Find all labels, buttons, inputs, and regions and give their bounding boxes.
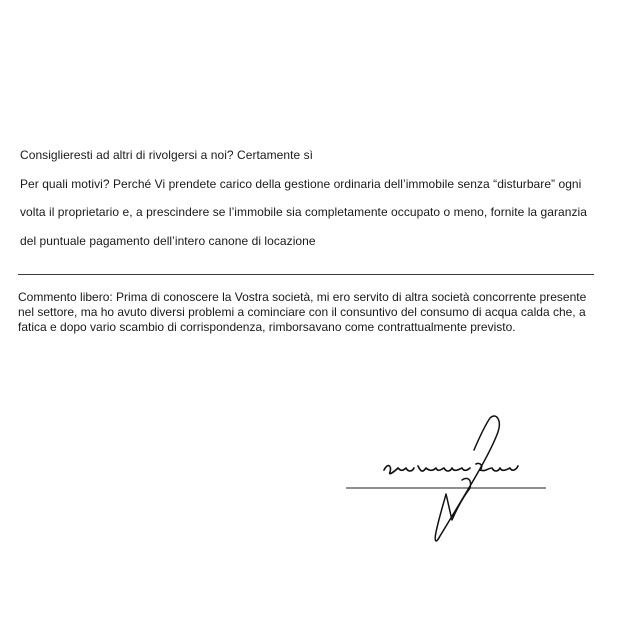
comment-line-3: fatica e dopo vario scambio di corrispondenza, rimborsavano come contrattualmente previsto. xyxy=(18,320,516,334)
comment-line-2: nel settore, ma ho avuto diversi problemi a cominciare con il consuntivo del consumo di acqua calda che, a xyxy=(18,305,586,319)
signature-name-scrawl xyxy=(384,463,518,473)
recommend-question: Consiglieresti ad altri di rivolgersi a noi? Certamente sì xyxy=(20,148,314,162)
free-comment xyxy=(18,290,608,335)
signature-graphic xyxy=(340,410,570,560)
section-divider xyxy=(18,274,594,275)
reasons-line-3: del puntuale pagamento dell’intero canone di locazione xyxy=(20,234,316,248)
comment-line-1: Commento libero: Prima di conoscere la Vostra società, mi ero servito di altra società concorrente presente xyxy=(18,290,587,304)
reasons-line-2: volta il proprietario e, a prescindere se l’immobile sia completamente occupato o meno, fornite la garanzia xyxy=(20,205,587,219)
reasons-line-1: Per quali motivi? Perché Vi prendete carico della gestione ordinaria dell’immobile senza “disturbare” ogni xyxy=(20,177,582,191)
signature-flourish xyxy=(435,416,499,541)
signature xyxy=(340,410,570,560)
